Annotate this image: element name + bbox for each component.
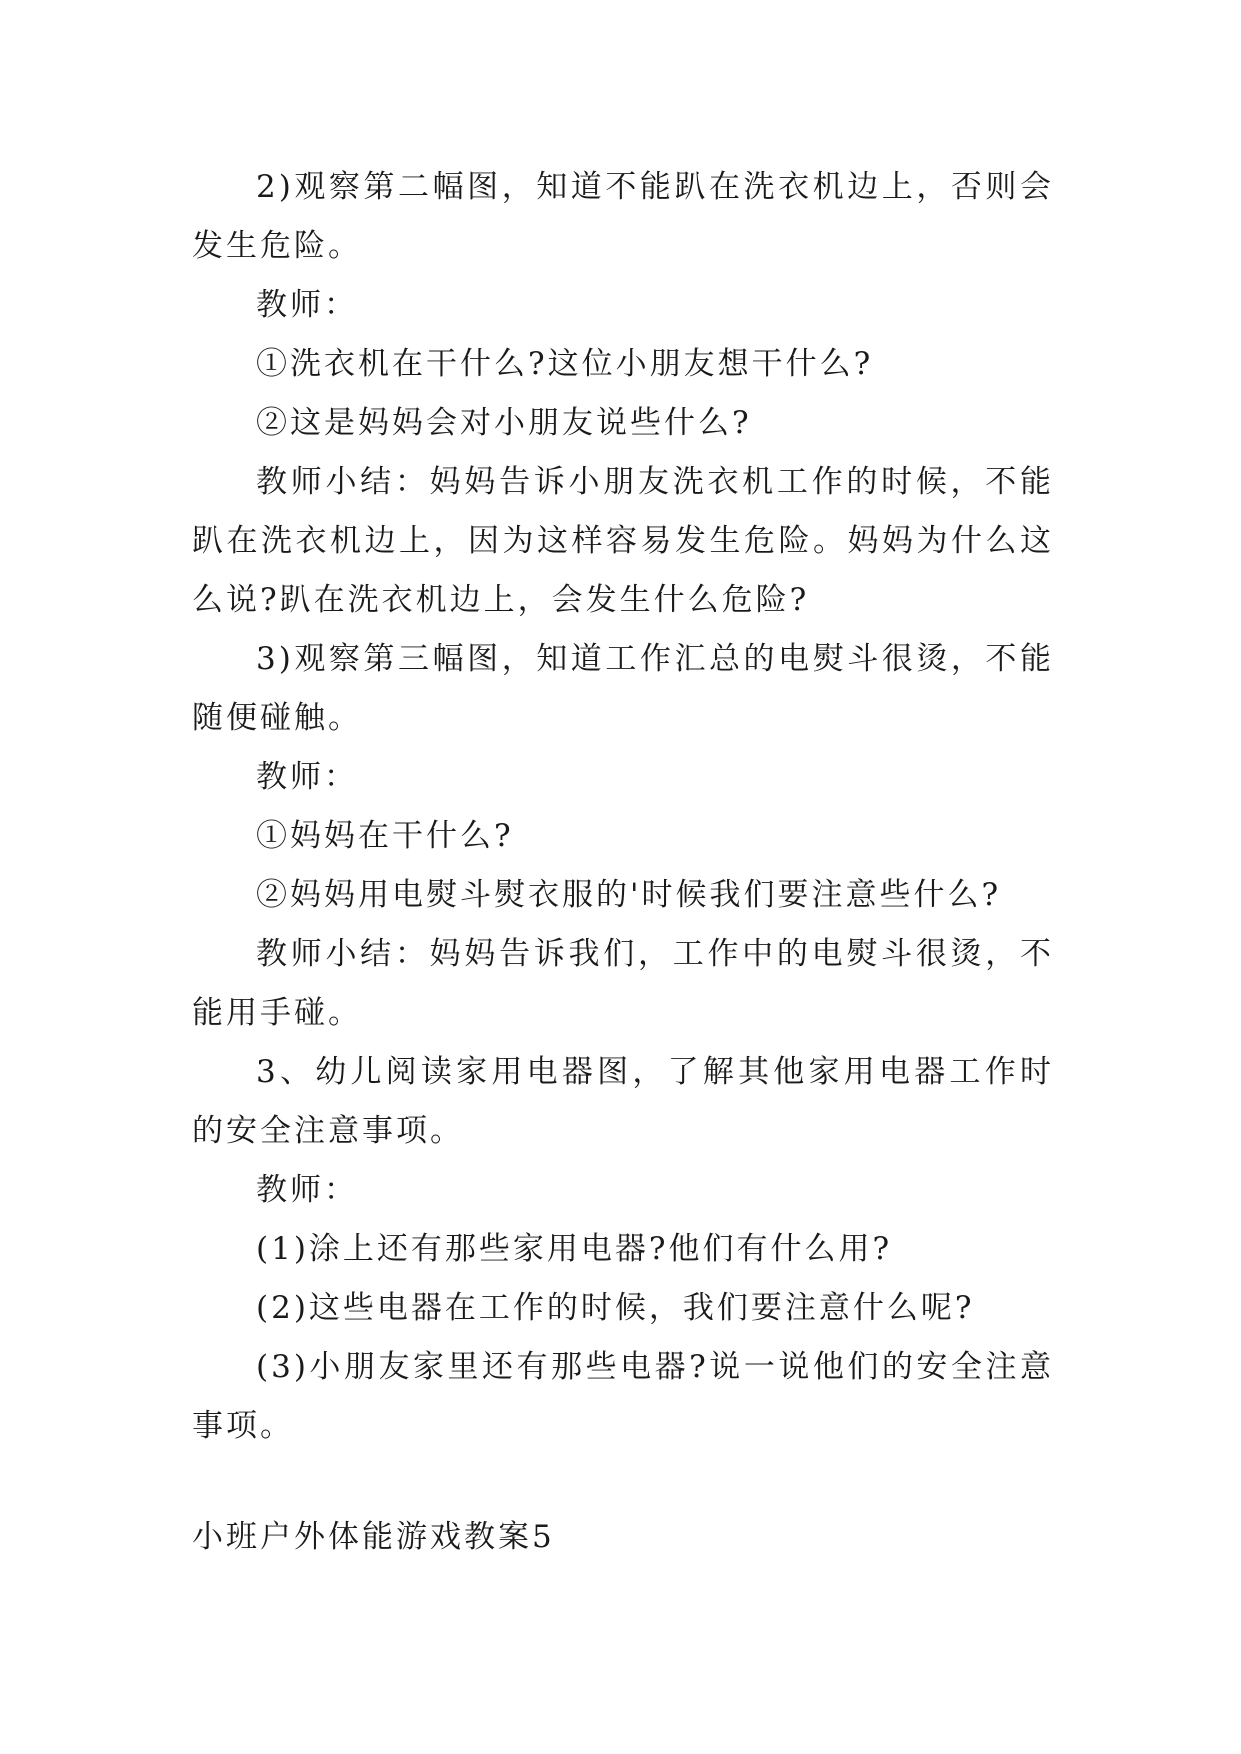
paragraph-question-iron-2: ②妈妈用电熨斗熨衣服的'时候我们要注意些什么? xyxy=(256,877,1002,913)
document-body xyxy=(192,158,1054,1456)
paragraph-question-iron-1: ①妈妈在干什么? xyxy=(256,818,514,854)
section-heading: 小班户外体能游戏教案5 xyxy=(192,1519,555,1555)
paragraph-teacher-summary-iron: 教师小结：妈妈告诉我们，工作中的电熨斗很烫，不能用手碰。 xyxy=(192,936,1054,1031)
paragraph-question-washer-1: ①洗衣机在干什么?这位小朋友想干什么? xyxy=(256,346,874,382)
paragraph-question-appliance-3: (3)小朋友家里还有那些电器?说一说他们的安全注意事项。 xyxy=(192,1349,1054,1444)
paragraph-teacher-label: 教师： xyxy=(256,1172,358,1208)
paragraph-observe-second-picture: 2)观察第二幅图，知道不能趴在洗衣机边上，否则会发生危险。 xyxy=(192,169,1054,264)
paragraph-read-appliance-picture: 3、幼儿阅读家用电器图，了解其他家用电器工作时的安全注意事项。 xyxy=(192,1054,1054,1149)
paragraph-observe-third-picture: 3)观察第三幅图，知道工作汇总的电熨斗很烫，不能随便碰触。 xyxy=(192,641,1054,736)
paragraph-teacher-label: 教师： xyxy=(256,287,358,323)
paragraph-question-washer-2: ②这是妈妈会对小朋友说些什么? xyxy=(256,405,752,441)
paragraph-question-appliance-1: (1)涂上还有那些家用电器?他们有什么用? xyxy=(256,1231,893,1267)
paragraph-teacher-summary-washer: 教师小结：妈妈告诉小朋友洗衣机工作的时候，不能趴在洗衣机边上，因为这样容易发生危险。妈妈为什么这么说?趴在洗衣机边上，会发生什么危险? xyxy=(192,464,1054,618)
paragraph-question-appliance-2: (2)这些电器在工作的时候，我们要注意什么呢? xyxy=(256,1290,975,1326)
paragraph-teacher-label: 教师： xyxy=(256,759,358,795)
